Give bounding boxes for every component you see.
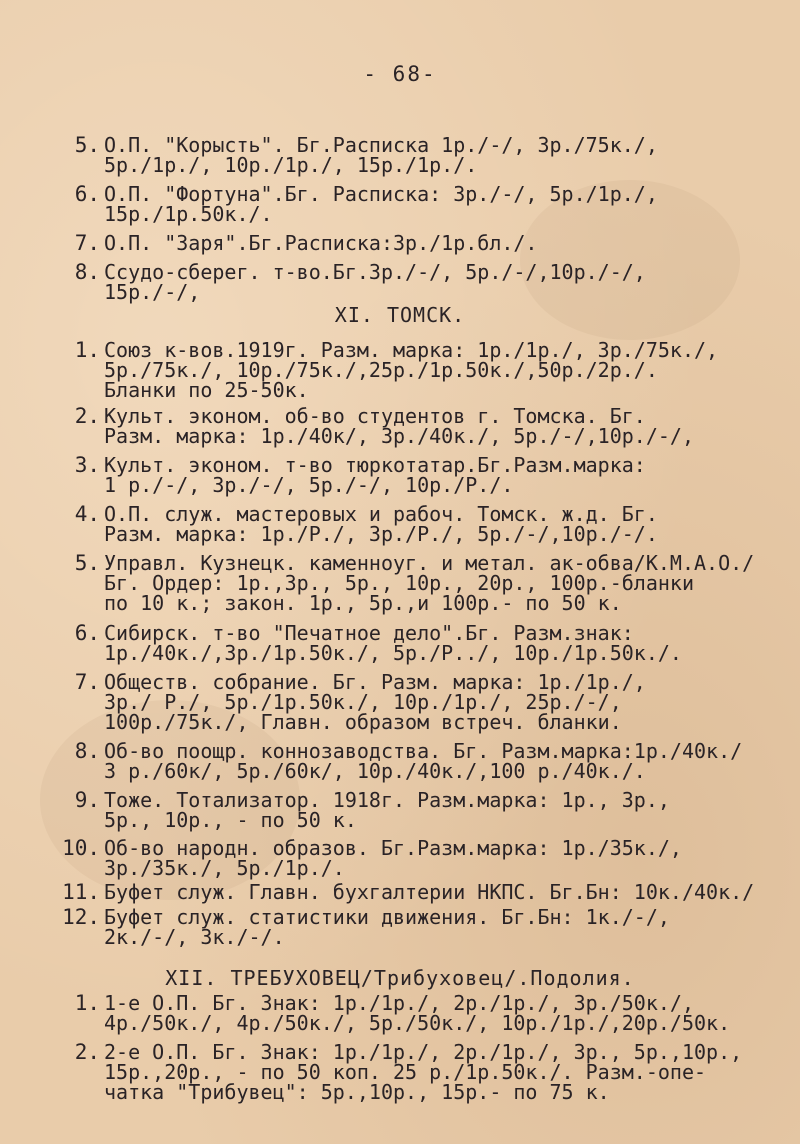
item-text: Сибирск. т-во "Печатное дело".Бг. Разм.знак: 1р./40к./,3р./1р.50к./, 5р./Р../, 10р./1р.50к./. — [104, 621, 682, 665]
item-text: 1-е О.П. Бг. Знак: 1р./1р./, 2р./1р./, 3р./50к./, 4р./50к./, 4р./50к./, 5р./50к./, 10р./1р./,20р./50к. — [104, 991, 731, 1035]
item-text: 2-е О.П. Бг. Знак: 1р./1р./, 2р./1р./, 3р., 5р.,10р., 15р.,20р., - по 50 коп. 25 р./1р.50к./. Разм.-опе- чатка "Трибувец": 5р.,10р., 15р.- по 75 к. — [104, 1040, 743, 1104]
item-number: 12. — [62, 905, 100, 929]
item-text: Культ. эконом. об-во студентов г. Томска. Бг. Разм. марка: 1р./40к/, 3р./40к./, 5р./-/,10р./-/, — [104, 404, 695, 448]
item-text: О.П. "Фортуна".Бг. Расписка: 3р./-/, 5р./1р./, 15р./1р.50к./. — [104, 182, 658, 226]
item-number: 5. — [74, 133, 100, 157]
item-number: 8. — [74, 260, 100, 284]
item-number: 6. — [74, 621, 100, 645]
item-text: Об-во народн. образов. Бг.Разм.марка: 1р./35к./, 3р./35к./, 5р./1р./. — [104, 836, 682, 880]
section-heading-trebukhovets: XII. ТРЕБУХОВЕЦ/Трибуховец/.Подолия. — [165, 966, 635, 990]
item-number: 5. — [74, 551, 100, 575]
item-number: 11. — [62, 880, 100, 904]
item-text: Тоже. Тотализатор. 1918г. Разм.марка: 1р., 3р., 5р., 10р., - по 50 к. — [104, 788, 670, 832]
item-number: 7. — [74, 231, 100, 255]
item-number: 4. — [74, 502, 100, 526]
item-number: 6. — [74, 182, 100, 206]
item-number: 8. — [74, 739, 100, 763]
item-text: Об-во поощр. коннозаводства. Бг. Разм.марка:1р./40к./ 3 р./60к/, 5р./60к/, 10р./40к./,100 р./40к./. — [104, 739, 743, 783]
item-text: Буфет служ. статистики движения. Бг.Бн: 1к./-/, 2к./-/, 3к./-/. — [104, 905, 670, 949]
item-text: О.П. "Корысть". Бг.Расписка 1р./-/, 3р./75к./, 5р./1р./, 10р./1р./, 15р./1р./. — [104, 133, 658, 177]
item-text: Культ. эконом. т-во тюркотатар.Бг.Разм.марка: 1 р./-/, 3р./-/, 5р./-/, 10р./Р./. — [104, 453, 646, 497]
item-text: Управл. Кузнецк. каменноуг. и метал. ак-обва/К.М.А.О./ Бг. Ордер: 1р.,3р., 5р., 10р., 20р., 100р.-бланки по 10 к.; закон. 1р., 5р.,и 100р.- по 50 к. — [104, 551, 755, 615]
item-number: 9. — [74, 788, 100, 812]
item-number: 1. — [74, 338, 100, 362]
item-number: 1. — [74, 991, 100, 1015]
item-number: 7. — [74, 670, 100, 694]
item-text: О.П. служ. мастеровых и рабоч. Томск. ж.д. Бг. Разм. марка: 1р./Р./, 3р./Р./, 5р./-/,10р./-/. — [104, 502, 658, 546]
item-number: 2. — [74, 404, 100, 428]
page-number: - 68- — [363, 62, 437, 86]
section-heading-tomsk: XI. ТОМСК. — [334, 303, 466, 327]
item-text: Союз к-вов.1919г. Разм. марка: 1р./1р./, 3р./75к./, 5р./75к./, 10р./75к./,25р./1р.50к./,50р./2р./. Бланки по 25-50к. — [104, 338, 719, 402]
item-text: Буфет служ. Главн. бухгалтерии НКПС. Бг.Бн: 10к./40к./ — [104, 880, 755, 904]
item-text: О.П. "Заря".Бг.Расписка:3р./1р.бл./. — [104, 231, 538, 255]
item-number: 2. — [74, 1040, 100, 1064]
item-text: Ссудо-сберег. т-во.Бг.3р./-/, 5р./-/,10р./-/, 15р./-/, — [104, 260, 646, 304]
item-number: 10. — [62, 836, 100, 860]
item-text: Обществ. собрание. Бг. Разм. марка: 1р./1р./, 3р./ Р./, 5р./1р.50к./, 10р./1р./, 25р./-/, 100р./75к./, Главн. образом встреч. бланки. — [104, 670, 646, 734]
item-number: 3. — [74, 453, 100, 477]
